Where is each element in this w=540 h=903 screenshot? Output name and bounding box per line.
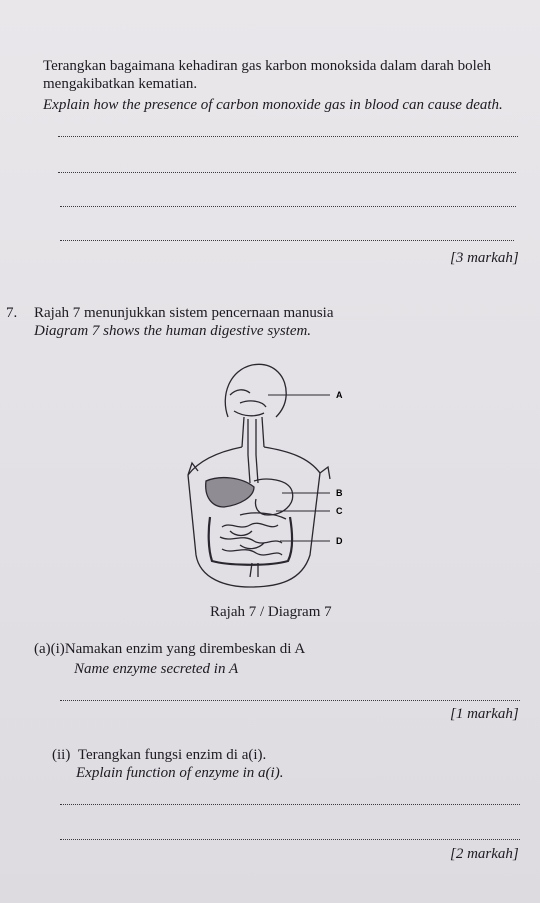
q7-number: 7.: [6, 305, 18, 321]
answer-line[interactable]: [60, 804, 520, 805]
q7-a-ii-malay-text: Terangkan fungsi enzim di a(i).: [77, 747, 267, 763]
q7-a-i-malay-text: Namakan enzim yang dirembeskan di A: [64, 641, 306, 657]
q6-malay-line-2: mengakibatkan kematian.: [43, 76, 198, 92]
label-b: B: [336, 488, 343, 498]
q7-a-ii-prefix: (ii): [52, 747, 71, 763]
digestive-system-diagram: [170, 355, 370, 595]
q7-english: Diagram 7 shows the human digestive system.: [34, 323, 312, 339]
label-c: C: [336, 506, 343, 516]
answer-line[interactable]: [58, 136, 518, 137]
label-d: D: [336, 536, 343, 546]
label-a: A: [336, 390, 343, 400]
q6-english: Explain how the presence of carbon monoxide gas in blood can cause death.: [43, 97, 503, 113]
q7-a-ii-marks: [2 markah]: [450, 846, 519, 862]
q7-a-i-prefix: (a)(i): [34, 641, 65, 657]
answer-line[interactable]: [60, 206, 516, 207]
answer-line[interactable]: [60, 700, 520, 701]
answer-line[interactable]: [60, 839, 520, 840]
q7-a-i-marks: [1 markah]: [450, 706, 519, 722]
q7-a-ii-english: Explain function of enzyme in a(i).: [76, 765, 284, 781]
diagram-caption: Rajah 7 / Diagram 7: [210, 604, 332, 620]
q7-a-i-malay: [34, 640, 305, 658]
q6-marks: [3 markah]: [450, 250, 519, 266]
q7-a-ii-malay: [52, 746, 266, 764]
q7-a-i-english: Name enzyme secreted in A: [74, 661, 239, 677]
q7-malay: Rajah 7 menunjukkan sistem pencernaan manusia: [34, 305, 334, 321]
answer-line[interactable]: [60, 240, 514, 241]
answer-line[interactable]: [58, 172, 516, 173]
q6-malay-line-1: Terangkan bagaimana kehadiran gas karbon monoksida dalam darah boleh: [43, 58, 491, 74]
